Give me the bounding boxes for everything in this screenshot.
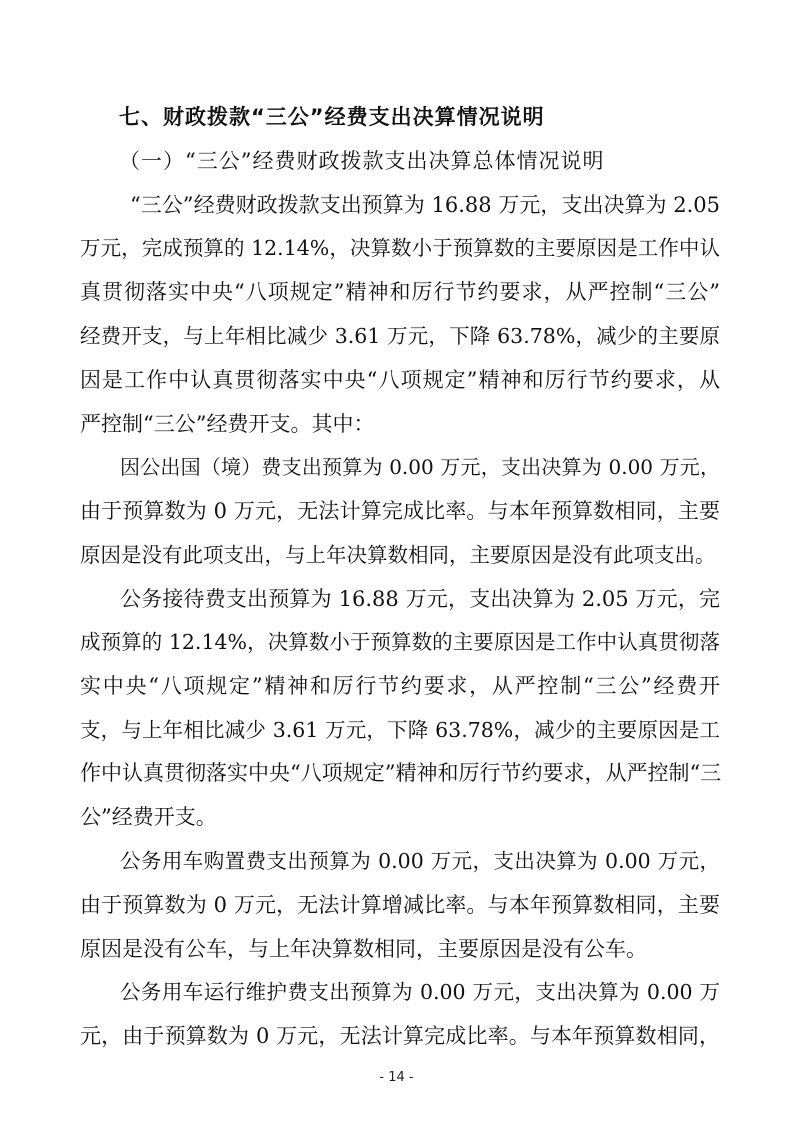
paragraph-line: 支，与上年相比减少 3.61 万元，下降 63.78%，减少的主要原因是工 [80, 718, 720, 742]
paragraph-line: 因是工作中认真贯彻落实中央“八项规定”精神和厉行节约要求，从 [80, 368, 720, 392]
paragraph-line: 成预算的 12.14%，决算数小于预算数的主要原因是工作中认真贯彻落 [80, 630, 720, 654]
paragraph-line: 公”经费开支。 [80, 805, 217, 829]
paragraph-line: 因公出国（境）费支出预算为 0.00 万元，支出决算为 0.00 万元， [120, 455, 720, 479]
paragraph-line: 经费开支，与上年相比减少 3.61 万元，下降 63.78%，减少的主要原 [80, 324, 720, 348]
paragraph-line: 公务用车运行维护费支出预算为 0.00 万元，支出决算为 0.00 万 [120, 980, 720, 1004]
paragraph-line: 严控制“三公”经费开支。其中： [80, 412, 375, 436]
paragraph-line: “三公”经费财政拨款支出预算为 16.88 万元，支出决算为 2.05 [130, 193, 720, 217]
paragraph-line: 公务接待费支出预算为 16.88 万元，支出决算为 2.05 万元，完 [120, 587, 720, 611]
page-number: - 14 - [379, 1070, 414, 1085]
paragraph-line: 万元，完成预算的 12.14%，决算数小于预算数的主要原因是工作中认 [80, 236, 720, 260]
paragraph-line: 公务用车购置费支出预算为 0.00 万元，支出决算为 0.00 万元， [120, 849, 720, 873]
section-subheading: （一）“三公”经费财政拨款支出决算总体情况说明 [119, 149, 605, 173]
section-heading: 七、财政拨款“三公”经费支出决算情况说明 [119, 105, 545, 129]
paragraph-line: 元，由于预算数为 0 万元，无法计算完成比率。与本年预算数相同， [80, 1024, 720, 1048]
paragraph-line: 原因是没有此项支出，与上年决算数相同，主要原因是没有此项支出。 [80, 543, 716, 567]
paragraph-line: 由于预算数为 0 万元，无法计算增减比率。与本年预算数相同，主要 [80, 893, 720, 917]
paragraph-line: 由于预算数为 0 万元，无法计算完成比率。与本年预算数相同，主要 [80, 499, 720, 523]
paragraph-line: 原因是没有公车，与上年决算数相同，主要原因是没有公车。 [80, 937, 647, 961]
paragraph-line: 作中认真贯彻落实中央“八项规定”精神和厉行节约要求，从严控制“三 [80, 761, 722, 785]
paragraph-line: 实中央“八项规定”精神和厉行节约要求，从严控制“三公”经费开 [80, 674, 720, 698]
paragraph-line: 真贯彻落实中央“八项规定”精神和厉行节约要求，从严控制“三公” [80, 280, 720, 304]
